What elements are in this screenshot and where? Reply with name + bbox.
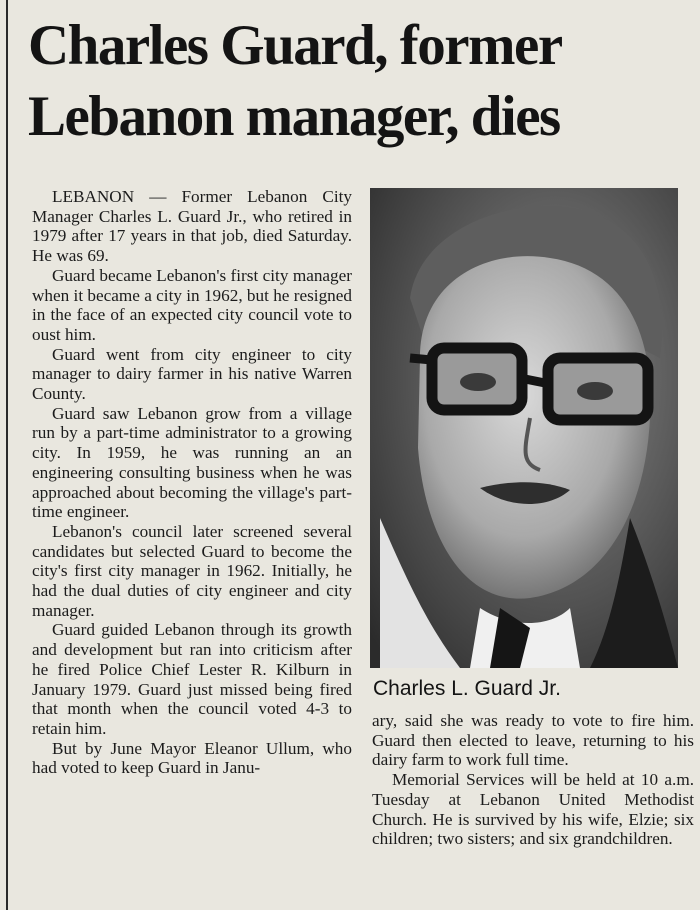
column-rule bbox=[6, 0, 8, 910]
portrait-photo bbox=[370, 188, 678, 668]
photo-caption: Charles L. Guard Jr. bbox=[373, 677, 561, 700]
paragraph: But by June Mayor Eleanor Ullum, who had voted to keep Guard in Janu- bbox=[32, 738, 352, 778]
paragraph: Guard went from city engineer to city manager to dairy farmer in his native Warren County. bbox=[32, 344, 352, 404]
paragraph: Guard guided Lebanon through its growth and development but ran into criticism after he fired Police Chief Lester R. Kilburn in January 1979. Guard just missed being fired that month when the council voted 4-3 to retain him. bbox=[32, 620, 352, 738]
article-body-left-column bbox=[32, 187, 352, 778]
paragraph: Memorial Services will be held at 10 a.m. Tuesday at Lebanon United Methodist Church. He is survived by his wife, Elzie; six children; two sisters; and six grandchildren. bbox=[372, 770, 694, 849]
article-body-right-column bbox=[372, 711, 694, 849]
portrait-illustration bbox=[370, 188, 678, 668]
paragraph: Lebanon's council later screened several candidates but selected Guard to become the city's first city manager in 1962. Initially, he had the dual duties of city engineer and city manager. bbox=[32, 521, 352, 620]
paragraph: Guard saw Lebanon grow from a village run by a part-time administrator to a growing city. In 1959, he was running an an engineering consulting business when he was approached about becoming the village's part-time engineer. bbox=[32, 403, 352, 522]
paragraph-continued: ary, said she was ready to vote to fire him. Guard then elected to leave, returning to his dairy farm to work full time. bbox=[372, 711, 694, 770]
headline: Charles Guard, former Lebanon manager, dies bbox=[28, 14, 561, 148]
paragraph: LEBANON — Former Lebanon City Manager Charles L. Guard Jr., who retired in 1979 after 17 years in that job, died Saturday. He was 69. bbox=[32, 187, 352, 266]
paragraph: Guard became Lebanon's first city manager when it became a city in 1962, but he resigned in the face of an expected city council vote to oust him. bbox=[32, 265, 352, 344]
